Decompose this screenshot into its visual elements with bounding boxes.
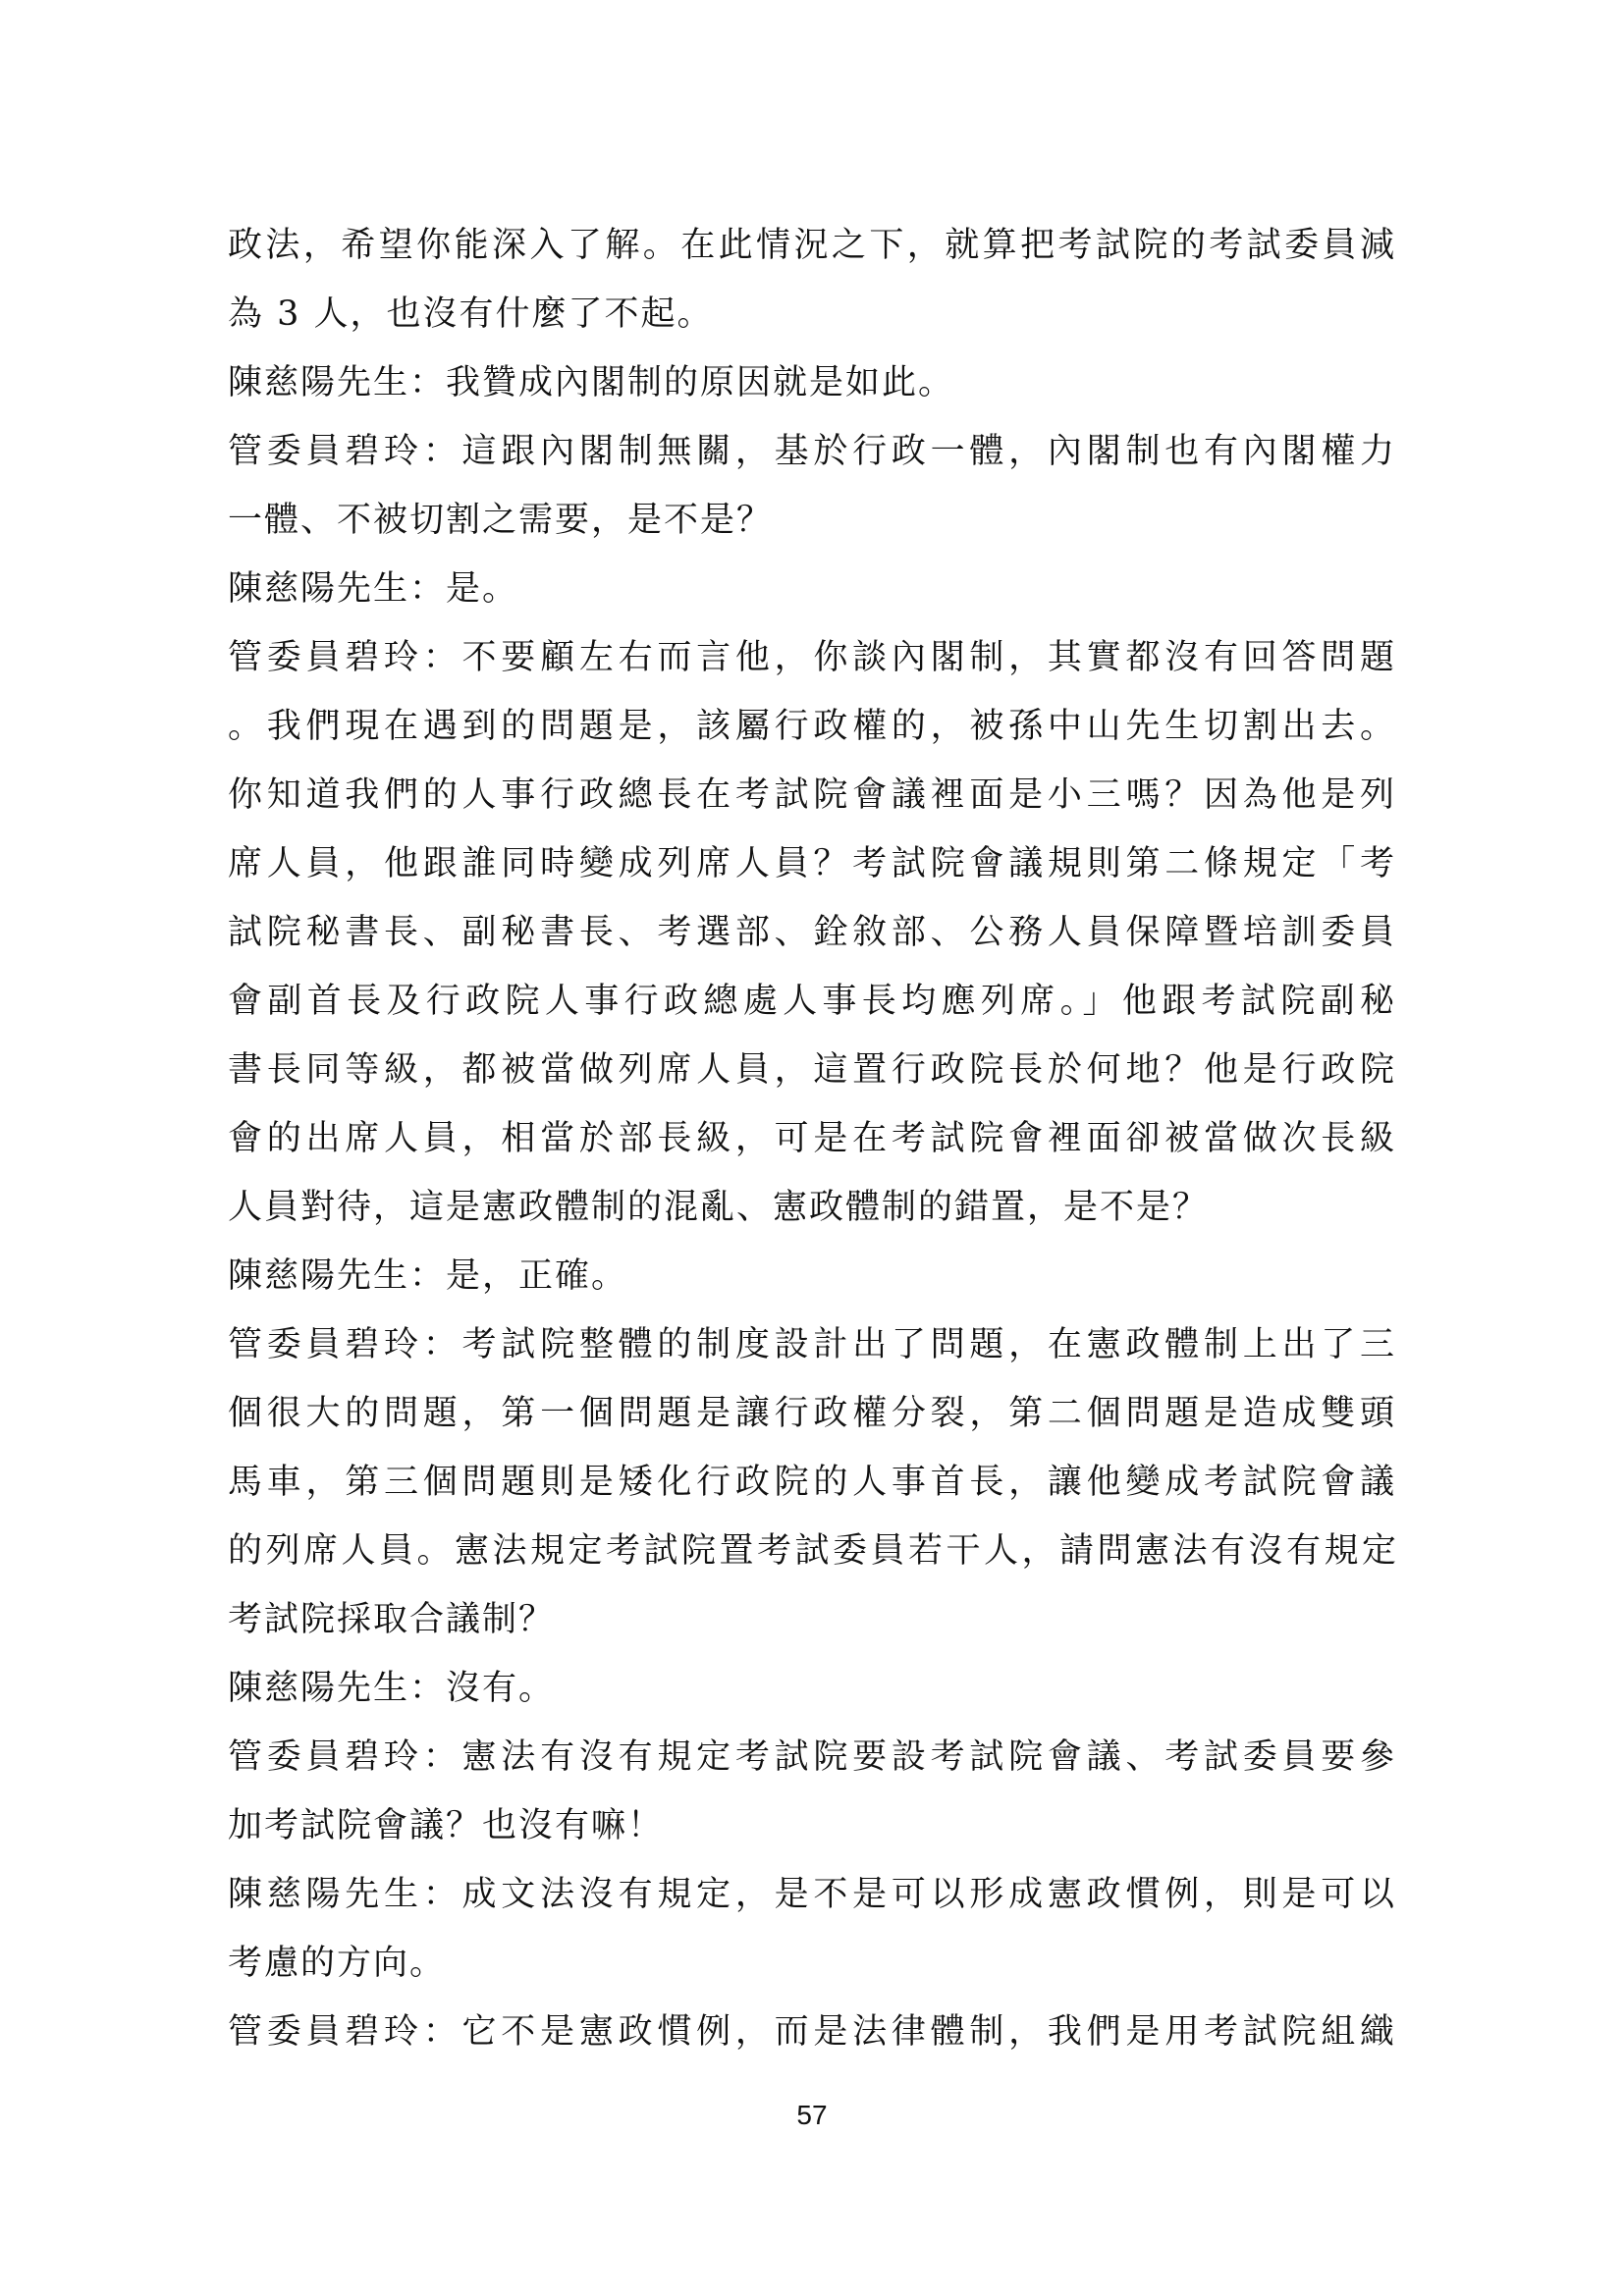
text-line: 馬車，第三個問題則是矮化行政院的人事首長，讓他變成考試院會議	[228, 1463, 1396, 1502]
text-line: 管委員碧玲：不要顧左右而言他，你談內閣制，其實都沒有回答問題	[228, 638, 1396, 677]
text-line: 考慮的方向。	[228, 1944, 447, 1983]
text-line: 書長同等級，都被當做列席人員，這置行政院長於何地？他是行政院	[228, 1050, 1396, 1090]
text-line: 陳慈陽先生：我贊成內閣制的原因就是如此。	[228, 363, 955, 402]
text-line: 政法，希望你能深入了解。在此情況之下，就算把考試院的考試委員減	[228, 226, 1396, 265]
text-line: 你知道我們的人事行政總長在考試院會議裡面是小三嗎？因為他是列	[228, 775, 1396, 815]
text-line: 管委員碧玲：考試院整體的制度設計出了問題，在憲政體制上出了三	[228, 1325, 1396, 1364]
text-line: 為 3 人，也沒有什麼了不起。	[228, 294, 714, 334]
text-line: 加考試院會議？也沒有嘛！	[228, 1806, 665, 1845]
text-line: 考試院採取合議制？	[228, 1600, 556, 1639]
text-line: 試院秘書長、副秘書長、考選部、銓敘部、公務人員保障暨培訓委員	[228, 913, 1396, 952]
text-line: 陳慈陽先生：成文法沒有規定，是不是可以形成憲政慣例，則是可以	[228, 1875, 1396, 1914]
text-line: 個很大的問題，第一個問題是讓行政權分裂，第二個問題是造成雙頭	[228, 1394, 1396, 1433]
text-line: 陳慈陽先生：是。	[228, 569, 519, 609]
text-line: 會的出席人員，相當於部長級，可是在考試院會裡面卻被當做次長級	[228, 1119, 1396, 1158]
page-number: 57	[796, 2100, 828, 2130]
text-line: 會副首長及行政院人事行政總處人事長均應列席。」他跟考試院副秘	[228, 982, 1396, 1021]
text-line: 一體、不被切割之需要，是不是？	[228, 501, 774, 540]
text-line: 人員對待，這是憲政體制的混亂、憲政體制的錯置，是不是？	[228, 1188, 1210, 1227]
text-line: 管委員碧玲：憲法有沒有規定考試院要設考試院會議、考試委員要參	[228, 1737, 1396, 1777]
text-line: 席人員，他跟誰同時變成列席人員？考試院會議規則第二條規定「考	[228, 844, 1396, 883]
text-line: 陳慈陽先生：沒有。	[228, 1669, 556, 1708]
text-line: 。我們現在遇到的問題是，該屬行政權的，被孫中山先生切割出去。	[228, 707, 1396, 746]
text-line: 陳慈陽先生：是，正確。	[228, 1256, 628, 1296]
text-line: 管委員碧玲：它不是憲政慣例，而是法律體制，我們是用考試院組織	[228, 2012, 1396, 2052]
text-line: 管委員碧玲：這跟內閣制無關，基於行政一體，內閣制也有內閣權力	[228, 432, 1396, 471]
text-line: 的列席人員。憲法規定考試院置考試委員若干人，請問憲法有沒有規定	[228, 1531, 1396, 1571]
transcript-body	[228, 211, 1396, 2066]
